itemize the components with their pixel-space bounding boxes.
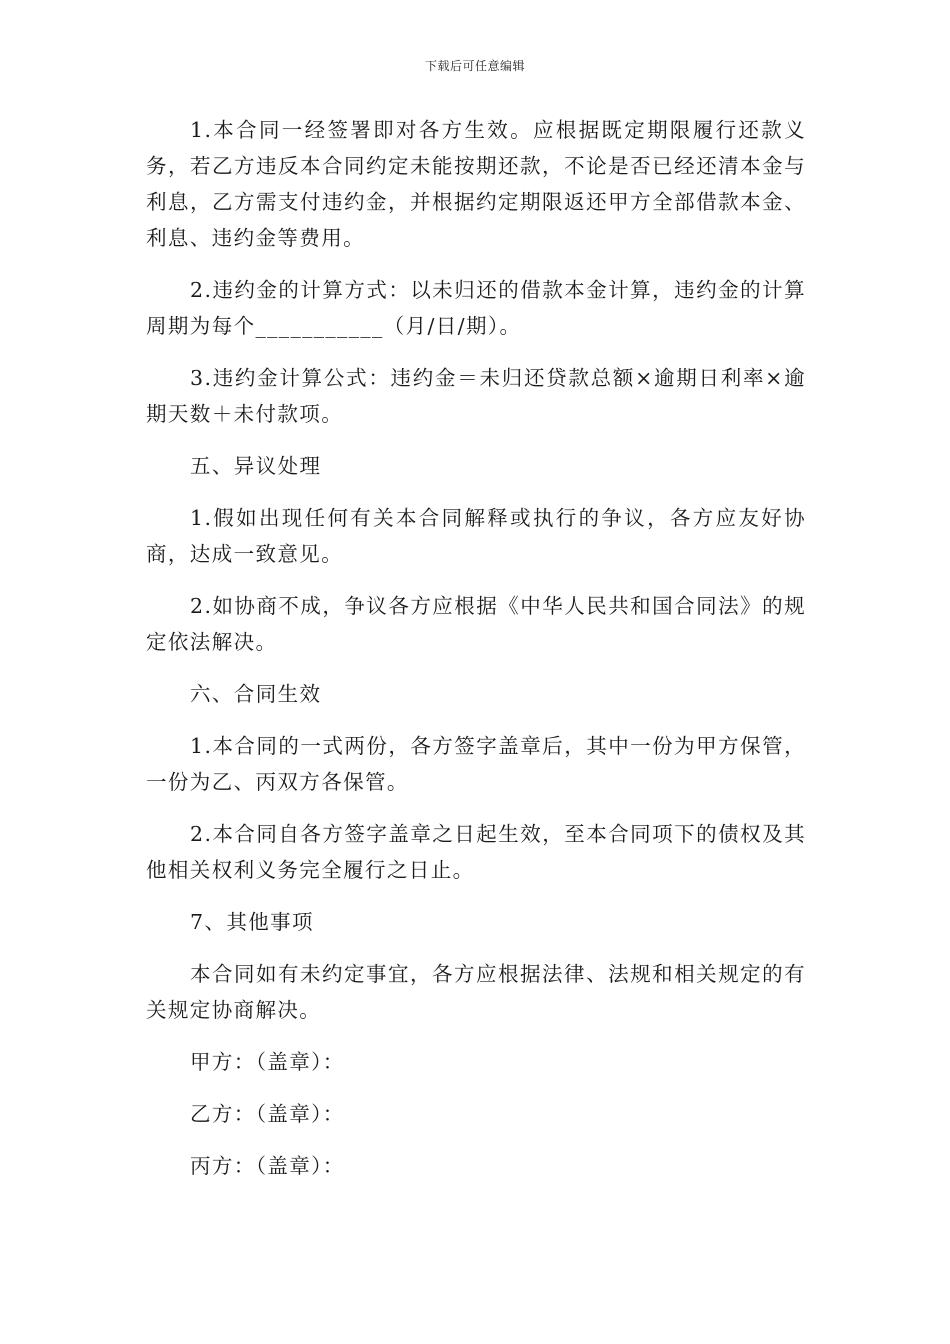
clause-6-1: 1.本合同的一式两份，各方签字盖章后，其中一份为甲方保管，一份为乙、丙双方各保管。 bbox=[146, 734, 806, 794]
clause-4-1: 1.本合同一经签署即对各方生效。应根据既定期限履行还款义务，若乙方违反本合同约定未能按期还款，不论是否已经还清本金与利息，乙方需支付违约金，并根据约定期限返还甲方全部借款本金、利息、违约金等费用。 bbox=[146, 118, 806, 250]
section-6-heading: 六、合同生效 bbox=[190, 682, 322, 706]
clause-4-3: 3.违约金计算公式：违约金＝未归还贷款总额×逾期日利率×逾期天数＋未付款项。 bbox=[146, 366, 806, 426]
clause-5-1: 1.假如出现任何有关本合同解释或执行的争议，各方应友好协商，达成一致意见。 bbox=[146, 506, 806, 566]
signature-party-b: 乙方：（盖章）： bbox=[190, 1102, 345, 1126]
clause-5-2: 2.如协商不成，争议各方应根据《中华人民共和国合同法》的规定依法解决。 bbox=[146, 594, 806, 654]
clause-7: 本合同如有未约定事宜，各方应根据法律、法规和相关规定的有关规定协商解决。 bbox=[146, 962, 806, 1022]
section-7-heading: 7、其他事项 bbox=[190, 910, 314, 934]
signature-party-c: 丙方：（盖章）： bbox=[190, 1154, 345, 1178]
clause-4-2: 2.违约金的计算方式：以未归还的借款本金计算，违约金的计算周期为每个___________（月/日/期）。 bbox=[146, 278, 806, 338]
section-5-heading: 五、异议处理 bbox=[190, 454, 322, 478]
clause-6-2: 2.本合同自各方签字盖章之日起生效，至本合同项下的债权及其他相关权利义务完全履行之日止。 bbox=[146, 822, 806, 882]
document-body bbox=[146, 112, 806, 1184]
signature-party-a: 甲方：（盖章）： bbox=[190, 1050, 345, 1074]
header-note: 下载后可任意编辑 bbox=[424, 59, 525, 73]
